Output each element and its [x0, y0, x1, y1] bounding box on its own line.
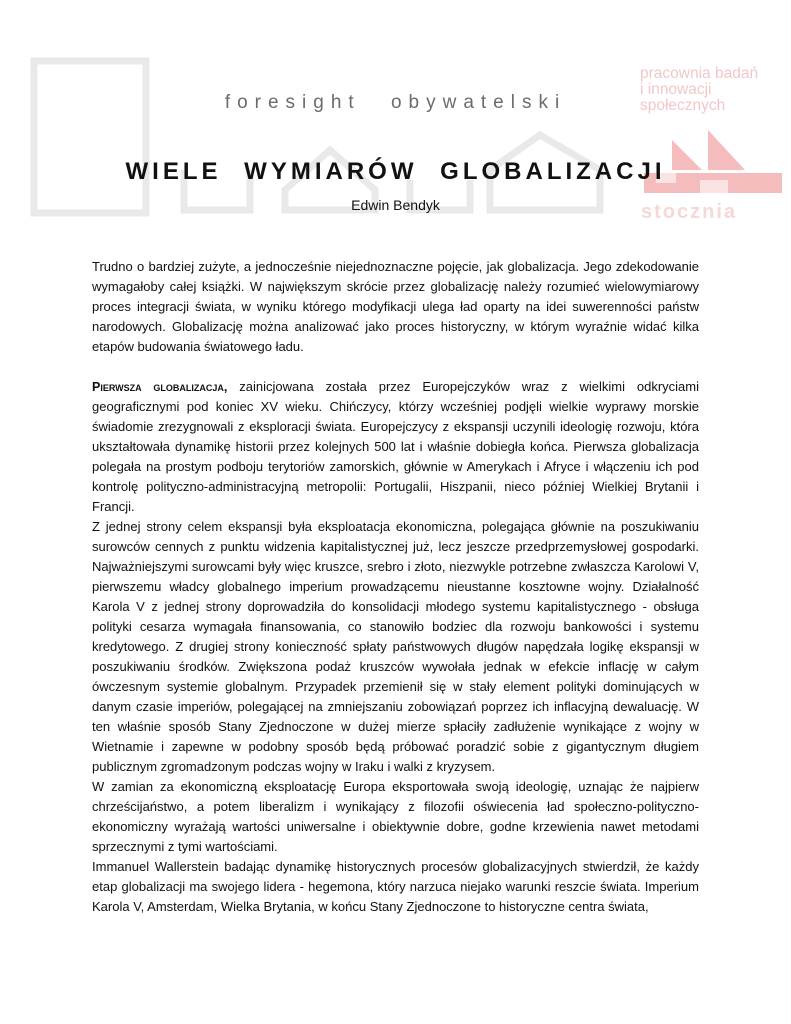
paragraph: Trudno o bardziej zużyte, a jednocześnie niejednoznaczne pojęcie, jak globalizacja. Jego zdekodowanie wymagałoby całej książki. W największym skrócie przez globalizację należy rozumieć wielowymiarowy proces integracji świata, w wyniku którego modyfikacji ulega ład oparty na idei suwerenności państw narodowych. Globalizację można analizować jako proces historyczny, w którym wyraźnie widać kilka etapów budowania światowego ładu. — [92, 259, 699, 354]
paragraph-text: zainicjowana została przez Europejczyków wraz z wielkimi odkryciami geograficznymi pod koniec XV wieku. Chińczycy, którzy wcześniej podjęli wielkie wyprawy morskie świadomie zrezygnowali z eksploracji świata. Europejczycy z ekspansji uczynili ideologię rozwoju, która ukształtowała dynamikę historii przez kolejnych 500 lat i właśnie dobiegła końca. Pierwsza globalizacja polegała na prostym podboju terytoriów zamorskich, głównie w Amerykach i Afryce i włączeniu ich pod kontrolę polityczno-administracyjną metropolii: Portugalii, Hiszpanii, nieco później Wielkiej Brytanii i Francji. — [92, 379, 699, 514]
document-title: WIELE WYMIARÓW GLOBALIZACJI — [125, 158, 666, 185]
logo-line: i innowacji — [640, 81, 712, 98]
logo-line: społecznych — [640, 97, 726, 114]
series-title: foresight obywatelski — [224, 92, 567, 113]
paragraph: Immanuel Wallerstein badając dynamikę historycznych procesów globalizacyjnych stwierdził, że każdy etap globalizacji ma swojego lidera - hegemona, który narzuca niejako warunki reszcie świata. Imperium Karola V, Amsterdam, Wielka Brytania, w końcu Stany Zjednoczone to historyczne centra świata, — [92, 859, 699, 914]
paragraph: Z jednej strony celem ekspansji była eksploatacja ekonomiczna, polegająca głównie na poszukiwaniu surowców cennych z punktu widzenia kapitalistycznej już, lecz jeszcze przedprzemysłowej gospodarki. Najważniejszymi surowcami były więc kruszce, srebro i złoto, niezwykle potrzebne zwłaszcza Karolowi V, pierwszemu władcy globalnego imperium prowadzącemu nieustanne kosztowne wojny. Działalność Karola V z jednej strony doprowadziła do konsolidacji młodego systemu kapitalistycznego - obsługa polityki cesarza wymagała finansowania, co stanowiło bodziec dla rozwoju bankowości i systemu kredytowego. Z drugiej strony konieczność spłaty państwowych długów napędzała logikę ekspansji w poszukiwaniu środków. Zwiększona podaż kruszców wywołała jednak w efekcie inflację w całym ówczesnym systemie globalnym. Przypadek przemienił się w stały element polityki dominujących w danym czasie imperiów, polegającej na zmniejszaniu zobowiązań poprzez ich inflacyjną dewaluację. W ten właśnie sposób Stany Zjednoczone w dużej mierze spłaciły zadłużenie wynikające z wojny w Wietnamie i zapewne w podobny sposób będą próbować poradzić sobie z gigantycznym długiem publicznym zgromadzonym podczas wojny w Iraku i walki z kryzysem. — [92, 519, 699, 774]
author-name: Edwin Bendyk — [351, 197, 440, 213]
paragraph — [92, 377, 699, 517]
paragraph-lead: Pierwsza globalizacja, — [92, 380, 228, 394]
document-body — [92, 257, 699, 917]
paragraph: W zamian za ekonomiczną eksploatację Europa eksportowała swoją ideologię, uznając że najpierw chrześcijaństwo, a potem liberalizm i wynikający z filozofii oświecenia ład społeczno-polityczno-ekonomiczny wyrażają wartości uniwersalne i obiektywnie dobre, godne krzewienia nawet metodami sprzecznymi z tymi wartościami. — [92, 779, 699, 854]
watermark-box-left — [34, 61, 146, 213]
logo-line: pracownia badań — [640, 65, 759, 82]
logo-name: stocznia — [641, 201, 738, 223]
